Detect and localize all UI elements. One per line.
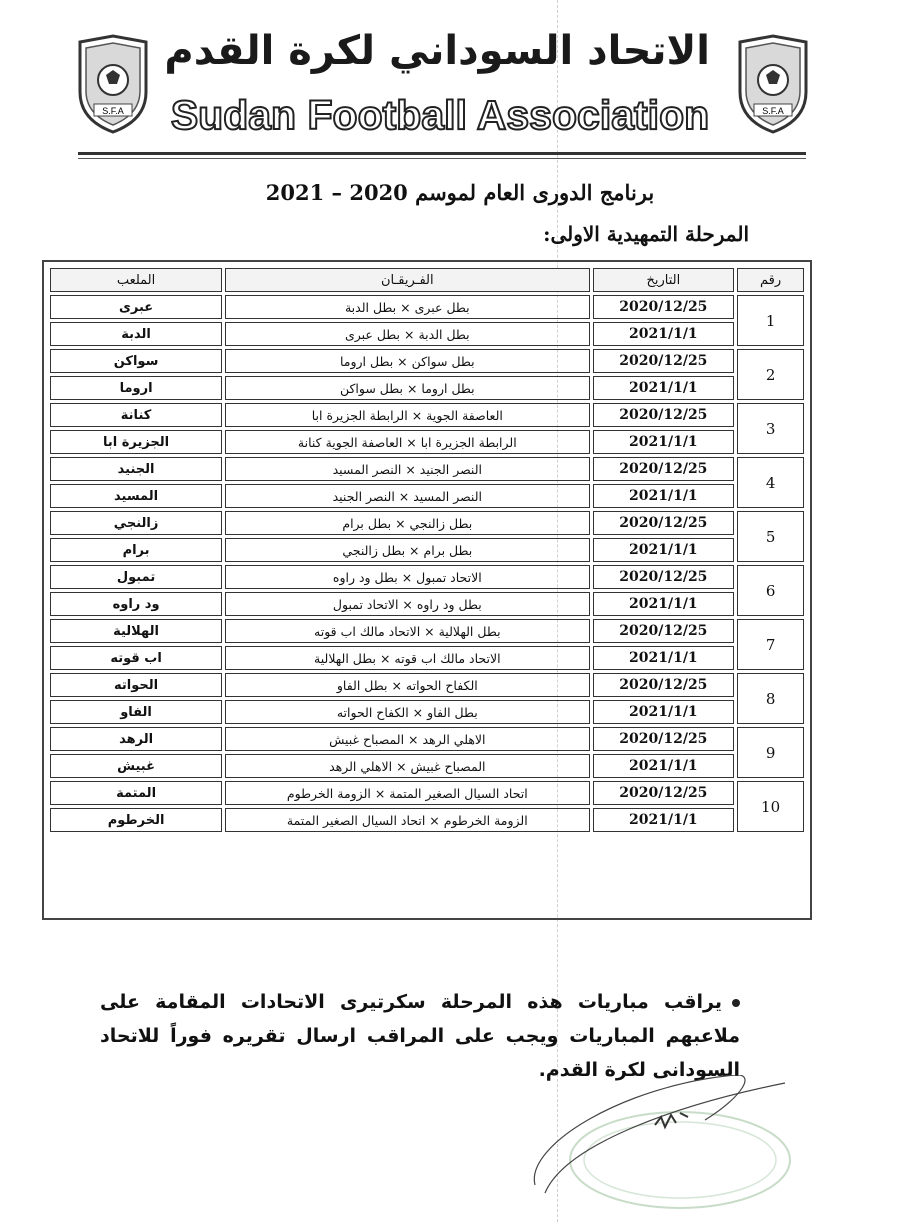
- table-row: [50, 808, 804, 832]
- teams-cell: الزومة الخرطوم × اتحاد السيال الصغير المتمة: [225, 808, 589, 832]
- table-row: [50, 565, 804, 589]
- letterhead: [70, 22, 810, 172]
- venue-cell: ود راوه: [50, 592, 222, 616]
- col-venue-header: الملعب: [50, 268, 222, 292]
- sfa-logo-left-icon: [76, 34, 150, 134]
- teams-cell: اتحاد السيال الصغير المتمة × الزومة الخرطوم: [225, 781, 589, 805]
- match-number-cell: 3: [737, 403, 804, 454]
- venue-cell: كنانة: [50, 403, 222, 427]
- table-row: [50, 673, 804, 697]
- schedule-table-frame: [42, 260, 812, 920]
- teams-cell: بطل زالنجي × بطل برام: [225, 511, 589, 535]
- match-number-cell: 2: [737, 349, 804, 400]
- teams-cell: بطل الهلالية × الاتحاد مالك اب قوته: [225, 619, 589, 643]
- venue-cell: سواكن: [50, 349, 222, 373]
- venue-cell: الهلالية: [50, 619, 222, 643]
- association-title-arabic: الاتحاد السوداني لكرة القدم: [164, 28, 710, 74]
- table-row: [50, 619, 804, 643]
- col-date-header: التاريخ: [593, 268, 735, 292]
- date-cell: 2020/12/25: [593, 511, 735, 535]
- date-cell: 2021/1/1: [593, 376, 735, 400]
- teams-cell: الرابطة الجزيرة ابا × العاصفة الجوية كنانة: [225, 430, 589, 454]
- date-cell: 2021/1/1: [593, 430, 735, 454]
- venue-cell: الجنيد: [50, 457, 222, 481]
- table-row: [50, 727, 804, 751]
- table-row: [50, 646, 804, 670]
- observer-note: [100, 985, 740, 1087]
- table-row: [50, 484, 804, 508]
- teams-cell: النصر المسيد × النصر الجنيد: [225, 484, 589, 508]
- venue-cell: المتمة: [50, 781, 222, 805]
- header-divider-thin: [78, 158, 806, 159]
- col-number-header: رقم: [737, 268, 804, 292]
- venue-cell: الدبة: [50, 322, 222, 346]
- signature-stamp-icon: [505, 1075, 805, 1215]
- date-cell: 2021/1/1: [593, 484, 735, 508]
- table-row: [50, 322, 804, 346]
- teams-cell: الاهلي الرهد × المصباح غبيش: [225, 727, 589, 751]
- venue-cell: اب قوته: [50, 646, 222, 670]
- teams-cell: الكفاح الحواته × بطل الفاو: [225, 673, 589, 697]
- date-cell: 2021/1/1: [593, 538, 735, 562]
- date-cell: 2020/12/25: [593, 619, 735, 643]
- date-cell: 2020/12/25: [593, 403, 735, 427]
- teams-cell: بطل برام × بطل زالنجي: [225, 538, 589, 562]
- table-row: [50, 700, 804, 724]
- table-row: [50, 403, 804, 427]
- sfa-logo-right-icon: [736, 34, 810, 134]
- match-number-cell: 4: [737, 457, 804, 508]
- date-cell: 2021/1/1: [593, 322, 735, 346]
- svg-text:S.F.A: S.F.A: [102, 106, 124, 116]
- program-title: برنامج الدورى العام لموسم 2020 – 2021: [265, 180, 655, 205]
- date-cell: 2020/12/25: [593, 457, 735, 481]
- table-row: [50, 376, 804, 400]
- match-number-cell: 8: [737, 673, 804, 724]
- venue-cell: عبرى: [50, 295, 222, 319]
- venue-cell: الفاو: [50, 700, 222, 724]
- schedule-table: [47, 265, 807, 835]
- venue-cell: المسيد: [50, 484, 222, 508]
- match-number-cell: 7: [737, 619, 804, 670]
- table-header-row: [50, 268, 804, 292]
- venue-cell: الحواته: [50, 673, 222, 697]
- match-number-cell: 10: [737, 781, 804, 832]
- observer-note-text: يراقب مباريات هذه المرحلة سكرتيرى الاتحادات المقامة على ملاعبهم المباريات ويجب على المراقب ارسال تقريره فوراً للاتحاد السودانى لكرة القدم.: [100, 991, 740, 1081]
- bullet-icon: [732, 999, 740, 1007]
- table-row: [50, 592, 804, 616]
- match-number-cell: 9: [737, 727, 804, 778]
- table-row: [50, 430, 804, 454]
- teams-cell: الاتحاد تمبول × بطل ود راوه: [225, 565, 589, 589]
- date-cell: 2021/1/1: [593, 754, 735, 778]
- date-cell: 2021/1/1: [593, 700, 735, 724]
- date-cell: 2020/12/25: [593, 727, 735, 751]
- stage-title: المرحلة التمهيدية الاولى:: [543, 222, 749, 246]
- header-divider: [78, 152, 806, 155]
- date-cell: 2021/1/1: [593, 646, 735, 670]
- date-cell: 2020/12/25: [593, 565, 735, 589]
- association-title-english: Sudan Football Association: [170, 92, 710, 138]
- venue-cell: الخرطوم: [50, 808, 222, 832]
- venue-cell: اروما: [50, 376, 222, 400]
- venue-cell: تمبول: [50, 565, 222, 589]
- date-cell: 2020/12/25: [593, 781, 735, 805]
- teams-cell: بطل الفاو × الكفاح الحواته: [225, 700, 589, 724]
- table-row: [50, 781, 804, 805]
- table-row: [50, 511, 804, 535]
- svg-text:S.F.A: S.F.A: [762, 106, 784, 116]
- date-cell: 2020/12/25: [593, 349, 735, 373]
- schedule-body: [50, 295, 804, 832]
- teams-cell: بطل عبرى × بطل الدبة: [225, 295, 589, 319]
- match-number-cell: 5: [737, 511, 804, 562]
- venue-cell: الرهد: [50, 727, 222, 751]
- date-cell: 2021/1/1: [593, 808, 735, 832]
- date-cell: 2021/1/1: [593, 592, 735, 616]
- teams-cell: بطل الدبة × بطل عبرى: [225, 322, 589, 346]
- venue-cell: زالنجي: [50, 511, 222, 535]
- teams-cell: النصر الجنيد × النصر المسيد: [225, 457, 589, 481]
- col-teams-header: الفـريقـان: [225, 268, 589, 292]
- teams-cell: بطل اروما × بطل سواكن: [225, 376, 589, 400]
- teams-cell: المصباح غبيش × الاهلي الرهد: [225, 754, 589, 778]
- table-row: [50, 349, 804, 373]
- table-row: [50, 457, 804, 481]
- table-row: [50, 538, 804, 562]
- venue-cell: غبيش: [50, 754, 222, 778]
- venue-cell: برام: [50, 538, 222, 562]
- date-cell: 2020/12/25: [593, 673, 735, 697]
- match-number-cell: 1: [737, 295, 804, 346]
- teams-cell: العاصفة الجوية × الرابطة الجزيرة ابا: [225, 403, 589, 427]
- teams-cell: الاتحاد مالك اب قوته × بطل الهلالية: [225, 646, 589, 670]
- teams-cell: بطل ود راوه × الاتحاد تمبول: [225, 592, 589, 616]
- teams-cell: بطل سواكن × بطل اروما: [225, 349, 589, 373]
- table-row: [50, 295, 804, 319]
- match-number-cell: 6: [737, 565, 804, 616]
- table-row: [50, 754, 804, 778]
- venue-cell: الجزيرة ابا: [50, 430, 222, 454]
- date-cell: 2020/12/25: [593, 295, 735, 319]
